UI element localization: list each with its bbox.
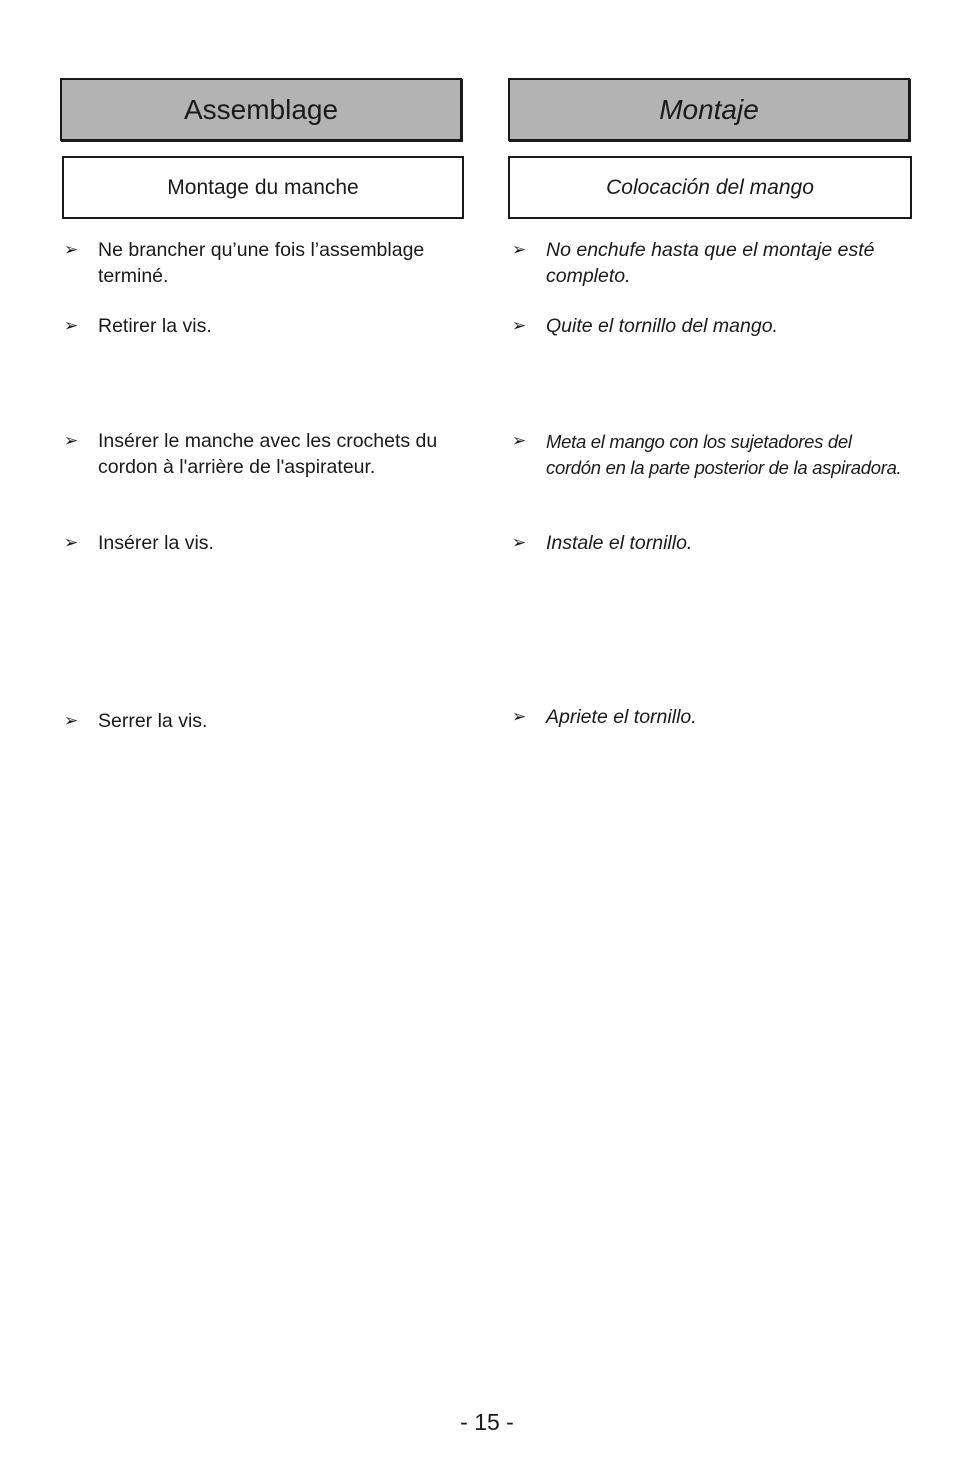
step-text: Apriete el tornillo. bbox=[546, 706, 697, 728]
arrow-bullet-icon: ➢ bbox=[512, 240, 527, 260]
step-item-es-2 bbox=[512, 314, 908, 340]
step-item-es-3 bbox=[512, 429, 908, 480]
step-text: Insérer le manche avec les crochets du cordon à l'arrière de l'aspirateur. bbox=[98, 430, 438, 478]
section-title-spanish: Montaje bbox=[508, 78, 910, 141]
arrow-bullet-icon: ➢ bbox=[64, 711, 79, 731]
step-text: No enchufe hasta que el montaje esté completo. bbox=[546, 239, 875, 287]
step-text: Serrer la vis. bbox=[98, 710, 208, 732]
step-item-es-4 bbox=[512, 531, 908, 557]
subsection-title-french: Montage du manche bbox=[62, 156, 464, 219]
arrow-bullet-icon: ➢ bbox=[512, 431, 527, 451]
step-text: Instale el tornillo. bbox=[546, 532, 693, 554]
arrow-bullet-icon: ➢ bbox=[512, 707, 527, 727]
step-item-fr-5 bbox=[64, 709, 460, 735]
arrow-bullet-icon: ➢ bbox=[512, 533, 527, 553]
step-text: Ne brancher qu’une fois l’assemblage terminé. bbox=[98, 239, 425, 287]
step-item-fr-2 bbox=[64, 314, 460, 340]
step-item-fr-1 bbox=[64, 238, 460, 289]
step-text: Meta el mango con los sujetadores del cordón en la parte posterior de la aspiradora. bbox=[546, 431, 902, 478]
arrow-bullet-icon: ➢ bbox=[64, 240, 79, 260]
arrow-bullet-icon: ➢ bbox=[64, 316, 79, 336]
page-number: - 15 - bbox=[460, 1409, 514, 1435]
arrow-bullet-icon: ➢ bbox=[64, 431, 79, 451]
step-item-es-1 bbox=[512, 238, 908, 289]
step-item-fr-3 bbox=[64, 429, 460, 480]
step-text: Quite el tornillo del mango. bbox=[546, 315, 778, 337]
subsection-title-spanish: Colocación del mango bbox=[508, 156, 912, 219]
step-item-fr-4 bbox=[64, 531, 460, 557]
step-text: Retirer la vis. bbox=[98, 315, 212, 337]
arrow-bullet-icon: ➢ bbox=[512, 316, 527, 336]
arrow-bullet-icon: ➢ bbox=[64, 533, 79, 553]
step-item-es-5 bbox=[512, 705, 908, 731]
section-title-french: Assemblage bbox=[60, 78, 462, 141]
step-text: Insérer la vis. bbox=[98, 532, 214, 554]
